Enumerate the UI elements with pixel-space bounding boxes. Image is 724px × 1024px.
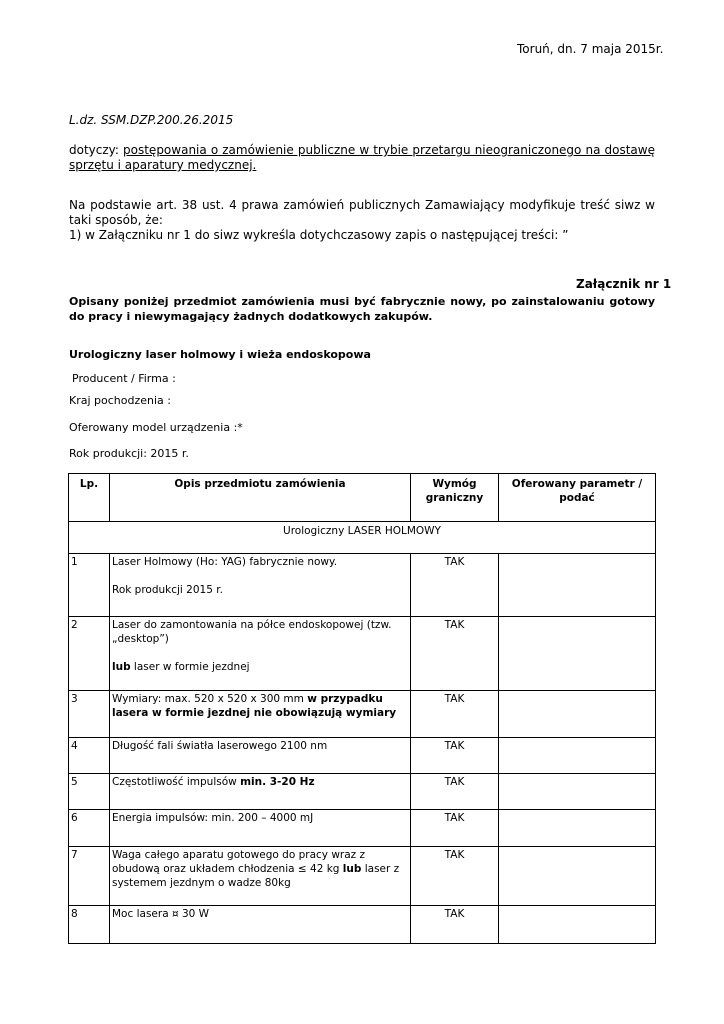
header-requirement: Wymóg graniczny (411, 474, 499, 522)
annex-intro: Opisany poniżej przedmiot zamówienia musi być fabrycznie nowy, po zainstalowaniu gotowy do pracy i niewymagający żadnych dodatkowych zakupów. (69, 295, 655, 323)
row-description (110, 691, 411, 738)
header-lp: Lp. (69, 474, 110, 522)
table-row (69, 738, 656, 774)
row-lp: 5 (69, 774, 110, 810)
subject-label: dotyczy: (69, 143, 124, 157)
place-date: Toruń, dn. 7 maja 2015r. (517, 42, 664, 56)
row-lp: 3 (69, 691, 110, 738)
row-lp: 2 (69, 617, 110, 691)
row-requirement: TAK (411, 810, 499, 847)
row-offer-cell[interactable] (499, 774, 656, 810)
table-row (69, 554, 656, 617)
field-producer: Producent / Firma : (72, 372, 176, 385)
row-requirement: TAK (411, 774, 499, 810)
row-description-text: Laser Holmowy (Ho: YAG) fabrycznie nowy. (112, 556, 338, 568)
row-description-text (112, 660, 408, 674)
row-lp: 4 (69, 738, 110, 774)
table-row (69, 691, 656, 738)
row-requirement: TAK (411, 906, 499, 944)
row-requirement: TAK (411, 554, 499, 617)
row-description: Energia impulsów: min. 200 – 4000 mJ (110, 810, 411, 847)
subject-line (69, 143, 655, 173)
row-offer-cell[interactable] (499, 810, 656, 847)
table-row (69, 847, 656, 906)
row-requirement: TAK (411, 691, 499, 738)
header-offered-parameter: Oferowany parametr / podać (499, 474, 656, 522)
body-paragraph: Na podstawie art. 38 ust. 4 prawa zamówień publicznych Zamawiający modyfikuje treść siwz w taki sposób, że: (69, 198, 655, 227)
row-requirement: TAK (411, 738, 499, 774)
table-row (69, 810, 656, 847)
field-year: Rok produkcji: 2015 r. (69, 447, 189, 460)
device-title: Urologiczny laser holmowy i wieża endoskopowa (69, 348, 371, 361)
table-row (69, 774, 656, 810)
header-description: Opis przedmiotu zamówienia (110, 474, 411, 522)
row-lp: 8 (69, 906, 110, 944)
annex-title: Załącznik nr 1 (576, 277, 672, 291)
row-description-text: Waga całego aparatu gotowego do pracy wraz z obudową oraz układem chłodzenia ≤ 42 kg (112, 849, 366, 875)
row-description-text: Częstotliwość impulsów (112, 776, 241, 788)
row-description-bold: w przypadku lasera w formie jezdnej nie obowiązują wymiary (112, 693, 397, 719)
field-country: Kraj pochodzenia : (69, 394, 171, 407)
row-lp: 7 (69, 847, 110, 906)
table-section-row (69, 522, 656, 554)
section-title: Urologiczny LASER HOLMOWY (69, 522, 656, 554)
row-offer-cell[interactable] (499, 554, 656, 617)
row-lp: 1 (69, 554, 110, 617)
row-offer-cell[interactable] (499, 906, 656, 944)
row-description: Długość fali światła laserowego 2100 nm (110, 738, 411, 774)
row-description-bold: lub (112, 661, 131, 673)
row-description-bold: lub (342, 863, 362, 875)
row-description (110, 554, 411, 617)
row-lp: 6 (69, 810, 110, 847)
row-requirement: TAK (411, 847, 499, 906)
row-description-text: Laser do zamontowania na półce endoskopowej (tzw. „desktop”) (112, 619, 392, 645)
row-description (110, 774, 411, 810)
row-description-rest: laser w formie jezdnej (130, 661, 250, 673)
row-offer-cell[interactable] (499, 738, 656, 774)
field-model: Oferowany model urządzenia :* (69, 421, 243, 434)
row-description-rest: laser z systemem jezdnym o wadze 80kg (112, 863, 400, 889)
row-requirement: TAK (411, 617, 499, 691)
subject-text: postępowania o zamówienie publiczne w trybie przetargu nieograniczonego na dostawę sprzętu i aparatury medycznej. (69, 143, 655, 172)
row-description (110, 847, 411, 906)
row-description-bold: min. 3-20 Hz (240, 776, 315, 788)
row-offer-cell[interactable] (499, 617, 656, 691)
row-description-text: Rok produkcji 2015 r. (112, 584, 223, 596)
row-description (110, 617, 411, 691)
requirements-table (68, 473, 656, 944)
row-description-text: Wymiary: max. 520 x 520 x 300 mm (112, 693, 308, 705)
table-row (69, 617, 656, 691)
row-description: Moc lasera ¤ 30 W (110, 906, 411, 944)
reference-number: L.dz. SSM.DZP.200.26.2015 (69, 113, 234, 127)
row-offer-cell[interactable] (499, 691, 656, 738)
row-offer-cell[interactable] (499, 847, 656, 906)
body-item-1: 1) w Załączniku nr 1 do siwz wykreśla dotychczasowy zapis o następującej treści: ” (69, 228, 569, 242)
table-row (69, 906, 656, 944)
table-header-row (69, 474, 656, 522)
